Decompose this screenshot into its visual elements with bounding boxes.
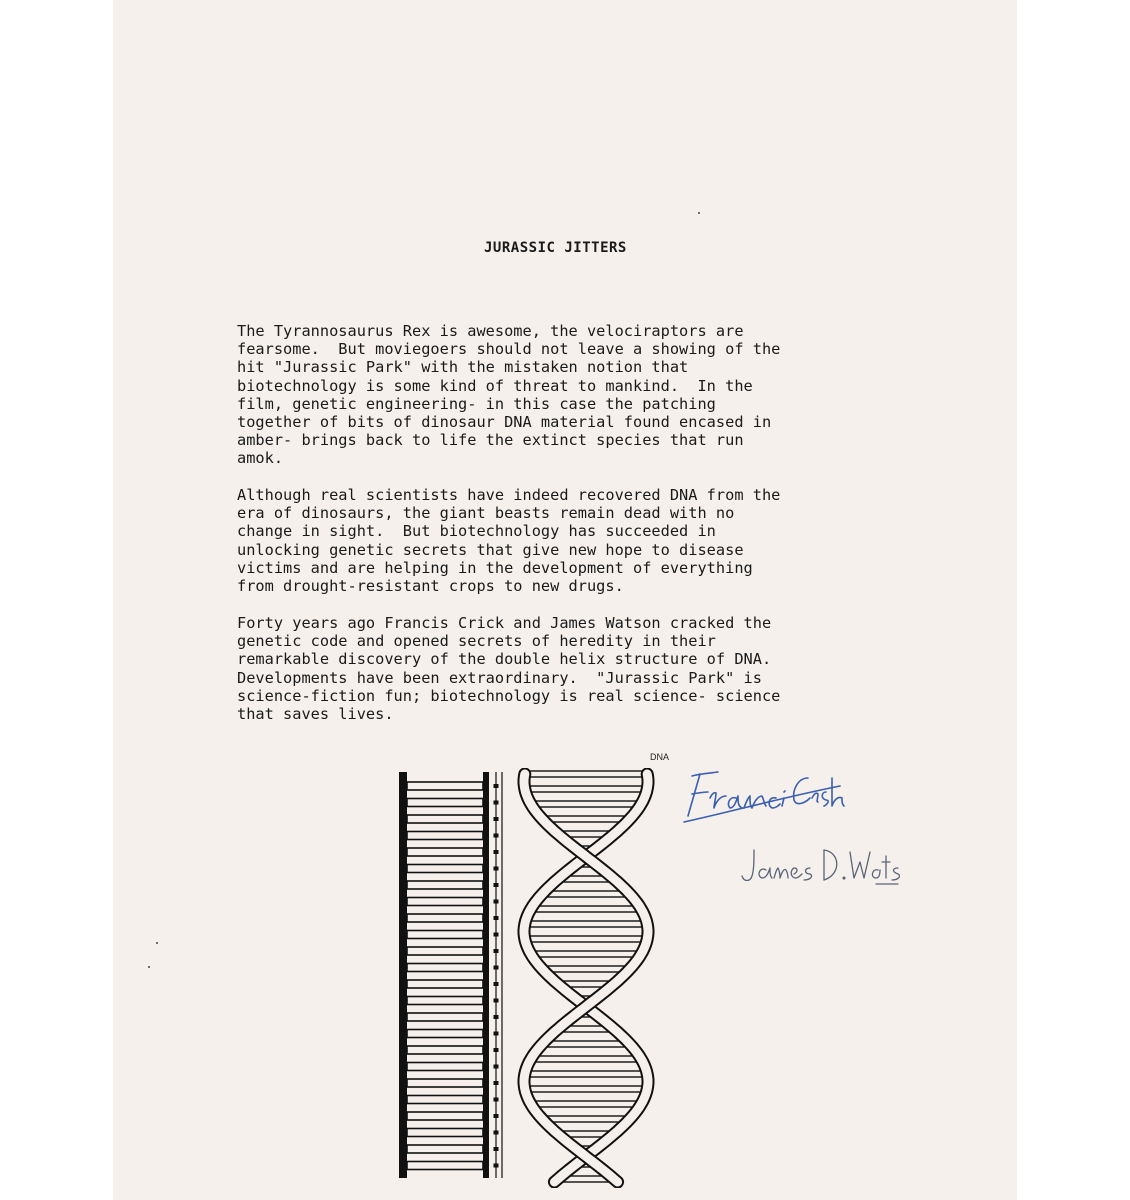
ladder-tick [494, 1164, 499, 1168]
dna-helix-illustration [508, 768, 670, 1188]
helix-rung [525, 921, 647, 927]
ladder-rung [407, 1112, 483, 1120]
paragraph-1: The Tyrannosaurus Rex is awesome, the velociraptors are fearsome. But moviegoers should not leave a showing of the hit "Jurassic Park" with the mistaken notion that biotechnology is some kind of threat to mankind. In the film, genetic engineering- in this case the patching together of bits of dinosaur DNA material found encased in amber- brings back to life the extinct species that run amok. [237, 322, 781, 468]
ladder-tick [494, 1065, 499, 1069]
helix-rung [531, 951, 641, 957]
ladder-rung [407, 898, 483, 906]
ladder-tick [494, 883, 499, 887]
ladder-rung [407, 914, 483, 922]
ladder-rung [407, 997, 483, 1005]
helix-rung [542, 891, 630, 897]
ladder-rung [407, 815, 483, 823]
ladder-rung [407, 1162, 483, 1170]
ladder-tick [494, 817, 499, 821]
ladder-rung [407, 964, 483, 972]
ladder-tick [494, 982, 499, 986]
ladder-rung [407, 1079, 483, 1087]
ladder-rung [407, 1145, 483, 1153]
ladder-rung [407, 865, 483, 873]
ladder-rung [407, 1046, 483, 1054]
paper-speck [156, 942, 158, 944]
helix-rung [525, 1071, 647, 1077]
dna-ladder-illustration [385, 768, 525, 1186]
ladder-tick [494, 1147, 499, 1151]
paper-speck [698, 212, 700, 214]
ladder-tick [494, 966, 499, 970]
document-title: JURASSIC JITTERS [484, 240, 627, 256]
helix-rung [542, 966, 630, 972]
ladder-rung [407, 1030, 483, 1038]
helix-rung [525, 786, 647, 792]
ladder-rung [407, 980, 483, 988]
ladder-tick [494, 949, 499, 953]
helix-rung [525, 1086, 647, 1092]
ladder-tick [494, 916, 499, 920]
helix-rung [542, 816, 630, 822]
ladder-tick [494, 1114, 499, 1118]
ladder-tick [494, 1015, 499, 1019]
helix-rung [531, 801, 641, 807]
ladder-tick [494, 999, 499, 1003]
helix-rung [531, 1056, 641, 1062]
ladder-rung [407, 1129, 483, 1137]
ladder-rung [407, 881, 483, 889]
ladder-tick [494, 1032, 499, 1036]
ladder-rung [407, 947, 483, 955]
ladder-tick [494, 1098, 499, 1102]
ladder-rung [407, 1096, 483, 1104]
helix-rung [542, 1041, 630, 1047]
ladder-tick [494, 1048, 499, 1052]
james-watson-signature [740, 844, 900, 888]
ladder-tick [494, 900, 499, 904]
ladder-rung [407, 799, 483, 807]
ladder-rung [407, 1063, 483, 1071]
paper-speck [148, 966, 150, 968]
ladder-rung [407, 931, 483, 939]
ladder-tick [494, 933, 499, 937]
helix-rung [525, 771, 647, 777]
ladder-tick [494, 867, 499, 871]
ladder-tick [494, 784, 499, 788]
francis-crick-signature [680, 768, 850, 828]
ladder-rung [407, 832, 483, 840]
helix-rung [525, 936, 647, 942]
helix-rung [542, 1116, 630, 1122]
ladder-tick [494, 801, 499, 805]
paragraph-2: Although real scientists have indeed recovered DNA from the era of dinosaurs, the giant beasts remain dead with no change in sight. But biotechnology has succeeded in unlocking genetic secrets that give new hope to disease victims and are helping in the development of everything from drought-resistant crops to new drugs. [237, 486, 781, 596]
ladder-rung [407, 782, 483, 790]
helix-rung [531, 1101, 641, 1107]
dna-label: DNA [650, 752, 670, 762]
ladder-tick [494, 1131, 499, 1135]
helix-rung [531, 906, 641, 912]
paragraph-3: Forty years ago Francis Crick and James Watson cracked the genetic code and opened secrets of heredity in their remarkable discovery of the double helix structure of DNA. Developments have been extraordinary. "Jurassic Park" is science-fiction fun; biotechnology is real science- science that saves lives. [237, 614, 781, 724]
ladder-tick [494, 834, 499, 838]
ladder-rung [407, 848, 483, 856]
ladder-tick [494, 1081, 499, 1085]
ladder-rung [407, 1013, 483, 1021]
ladder-tick [494, 850, 499, 854]
